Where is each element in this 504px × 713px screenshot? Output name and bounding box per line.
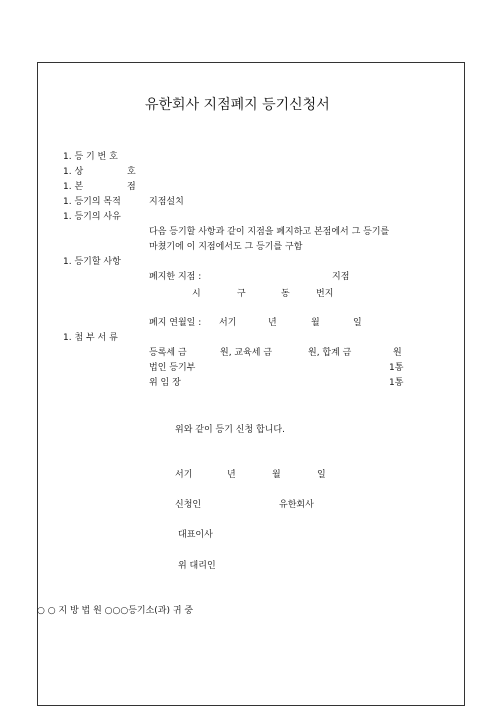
signature-date-seogi: 서기 bbox=[175, 470, 193, 480]
closed-date-year: 년 bbox=[268, 318, 277, 328]
closed-date-label: 폐지 연월일 : bbox=[149, 318, 202, 328]
item-reason-line2: 마쳤기에 이 지점에서도 그 등기를 구함 bbox=[149, 242, 303, 252]
item-reason-line1: 다음 등기할 사항과 같이 지점을 폐지하고 본점에서 그 등기를 bbox=[149, 227, 390, 237]
closed-date-seogi: 서기 bbox=[219, 318, 237, 328]
application-statement: 위와 같이 등기 신청 합니다. bbox=[175, 425, 285, 435]
closed-branch-label: 폐지한 지점 : bbox=[149, 272, 202, 282]
address-beonji: 번지 bbox=[316, 289, 334, 299]
attachment-education-tax: 원, 교육세 금 bbox=[220, 348, 273, 358]
item-purpose-label: 1. 등기의 목적 bbox=[63, 197, 121, 207]
item-trade-name-label: 1. 상 bbox=[63, 167, 84, 177]
attachment-corporate-register: 법인 등기부 bbox=[149, 363, 196, 373]
representative-director: 대표이사 bbox=[178, 530, 213, 540]
closed-date-day: 일 bbox=[353, 318, 362, 328]
document-title: 유한회사 지점폐지 등기신청서 bbox=[145, 97, 330, 113]
closed-date-month: 월 bbox=[311, 318, 320, 328]
signature-date-month: 월 bbox=[272, 470, 281, 480]
address-si: 시 bbox=[192, 289, 201, 299]
attachment-power-of-attorney: 위 임 장 bbox=[149, 378, 181, 388]
signature-date-year: 년 bbox=[227, 470, 236, 480]
attachment-power-of-attorney-count: 1통 bbox=[389, 378, 404, 388]
item-head-office-label: 1. 본 bbox=[63, 182, 84, 192]
address-dong: 동 bbox=[281, 289, 290, 299]
applicant-label: 신청인 bbox=[175, 500, 202, 510]
signature-date-day: 일 bbox=[317, 470, 326, 480]
item-trade-name-label-end: 호 bbox=[127, 167, 136, 177]
addressee: ○ ○ 지 방 법 원 ○○○등기소(과) 귀 중 bbox=[37, 606, 194, 616]
attachment-registration-tax: 등록세 금 bbox=[149, 348, 187, 358]
closed-branch-suffix: 지점 bbox=[332, 272, 350, 282]
item-matters-label: 1. 등기할 사항 bbox=[63, 257, 121, 267]
item-registration-number: 1. 등 기 번 호 bbox=[63, 152, 118, 162]
item-attachments-label: 1. 첨 부 서 류 bbox=[63, 333, 118, 343]
agent-label: 위 대리인 bbox=[178, 561, 216, 571]
applicant-company: 유한회사 bbox=[279, 500, 314, 510]
item-purpose-value: 지점설치 bbox=[149, 197, 184, 207]
item-head-office-label-end: 점 bbox=[127, 182, 136, 192]
attachment-total-won: 원 bbox=[393, 348, 402, 358]
address-gu: 구 bbox=[237, 289, 246, 299]
attachment-total: 원, 합계 금 bbox=[308, 348, 352, 358]
item-reason-label: 1. 등기의 사유 bbox=[63, 212, 121, 222]
attachment-corporate-register-count: 1통 bbox=[389, 363, 404, 373]
